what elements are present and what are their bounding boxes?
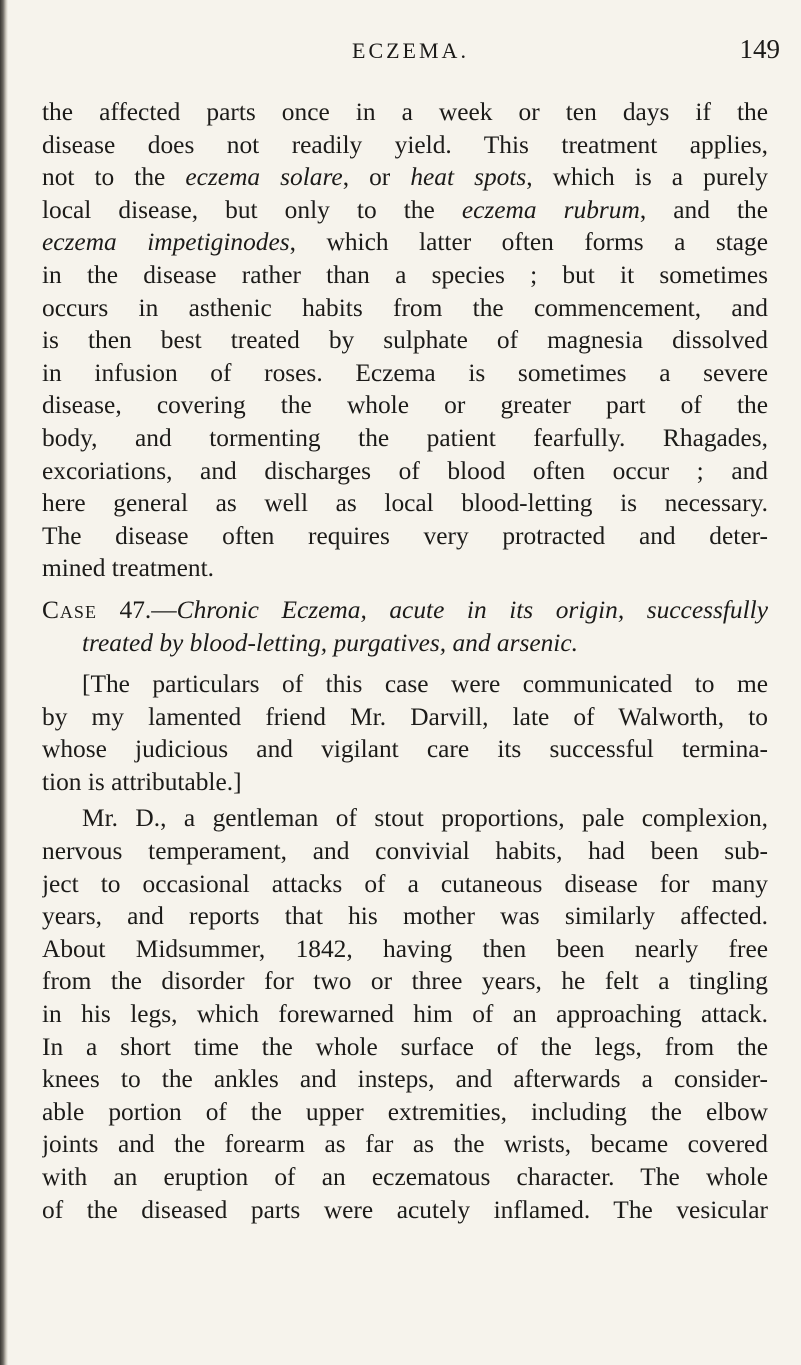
running-title: ECZEMA.: [352, 38, 469, 63]
text-line: here general as well as local blood-letting is necessary.: [42, 489, 768, 518]
paragraph-case-history: [42, 802, 768, 1226]
main-text: [42, 96, 768, 1226]
text-line: knees to the ankles and insteps, and afterwards a consider-: [42, 1065, 768, 1094]
paragraph-bracketed-note: [42, 668, 768, 798]
case-title: Chronic Eczema, acute in its origin, successfully: [176, 595, 768, 624]
text-line: whose judicious and vigilant care its successful termina-: [42, 735, 768, 764]
text-line: in the disease rather than a species ; but it sometimes: [42, 260, 768, 289]
book-page: [42, 0, 780, 1226]
text-line: The disease often requires very protracted and deter-: [42, 521, 768, 550]
italic-term: eczema rubrum: [461, 195, 640, 224]
text-line: nervous temperament, and convivial habits, had been sub-: [42, 837, 768, 866]
case-caption: [42, 594, 768, 659]
text-line: is then best treated by sulphate of magnesia dissolved: [42, 326, 768, 355]
text-line: excoriations, and discharges of blood often occur ; and: [42, 456, 768, 485]
text-line: mined treatment.: [42, 554, 215, 583]
case-label: Case: [42, 595, 97, 624]
text-line: tion is attributable.]: [42, 767, 242, 796]
page-header: [42, 0, 780, 96]
text-line: the affected parts once in a week or ten days if the: [42, 98, 768, 126]
text-line: with an eruption of an eczematous character. The whole: [42, 1163, 768, 1191]
italic-term: eczema impetiginodes: [42, 228, 290, 257]
case-number: 47.: [119, 595, 152, 624]
text-line: disease, covering the whole or greater part of the: [42, 391, 768, 420]
text-line: In a short time the whole surface of the legs, from the: [42, 1032, 768, 1061]
page-number: 149: [739, 34, 780, 64]
text-line: body, and tormenting the patient fearfully. Rhagades,: [42, 423, 768, 452]
text-line: eczema impetiginodes, which latter often forms a stage: [42, 228, 768, 257]
text-line: by my lamented friend Mr. Darvill, late of Walworth, to: [42, 702, 768, 731]
text-line: in his legs, which forewarned him of an approaching attack.: [42, 1000, 768, 1029]
text-line: disease does not readily yield. This treatment applies,: [42, 130, 768, 159]
text-line: joints and the forearm as far as the wrists, became covered: [42, 1130, 768, 1159]
text-line: local disease, but only to the eczema rubrum, and the: [42, 195, 768, 224]
book-gutter-shadow: [0, 0, 8, 1365]
text-line: Mr. D., a gentleman of stout proportions, pale complexion,: [82, 804, 768, 833]
text-line: years, and reports that his mother was similarly affected.: [42, 902, 768, 931]
text-line: able portion of the upper extremities, including the elbow: [42, 1097, 768, 1126]
case-title-continued: treated by blood-letting, purgatives, and arsenic.: [82, 628, 578, 657]
text-line: About Midsummer, 1842, having then been nearly free: [42, 934, 768, 963]
italic-term: eczema solare: [185, 163, 343, 192]
case-caption-line: Case 47.—Chronic Eczema, acute in its origin, successfully: [42, 595, 768, 624]
text-line: occurs in asthenic habits from the commencement, and: [42, 293, 768, 322]
text-line: in infusion of roses. Eczema is sometimes a severe: [42, 358, 768, 387]
text-line: ject to occasional attacks of a cutaneous disease for many: [42, 869, 768, 898]
text-line: not to the eczema solare, or heat spots, which is a purely: [42, 163, 768, 192]
text-line: of the diseased parts were acutely inflamed. The vesicular: [42, 1195, 768, 1224]
text-line: from the disorder for two or three years, he felt a tingling: [42, 967, 768, 996]
paragraph-continuation: [42, 96, 768, 585]
case-caption-line: [42, 627, 768, 660]
italic-term: heat spots: [410, 163, 527, 192]
text-line: [The particulars of this case were communicated to me: [82, 670, 768, 699]
